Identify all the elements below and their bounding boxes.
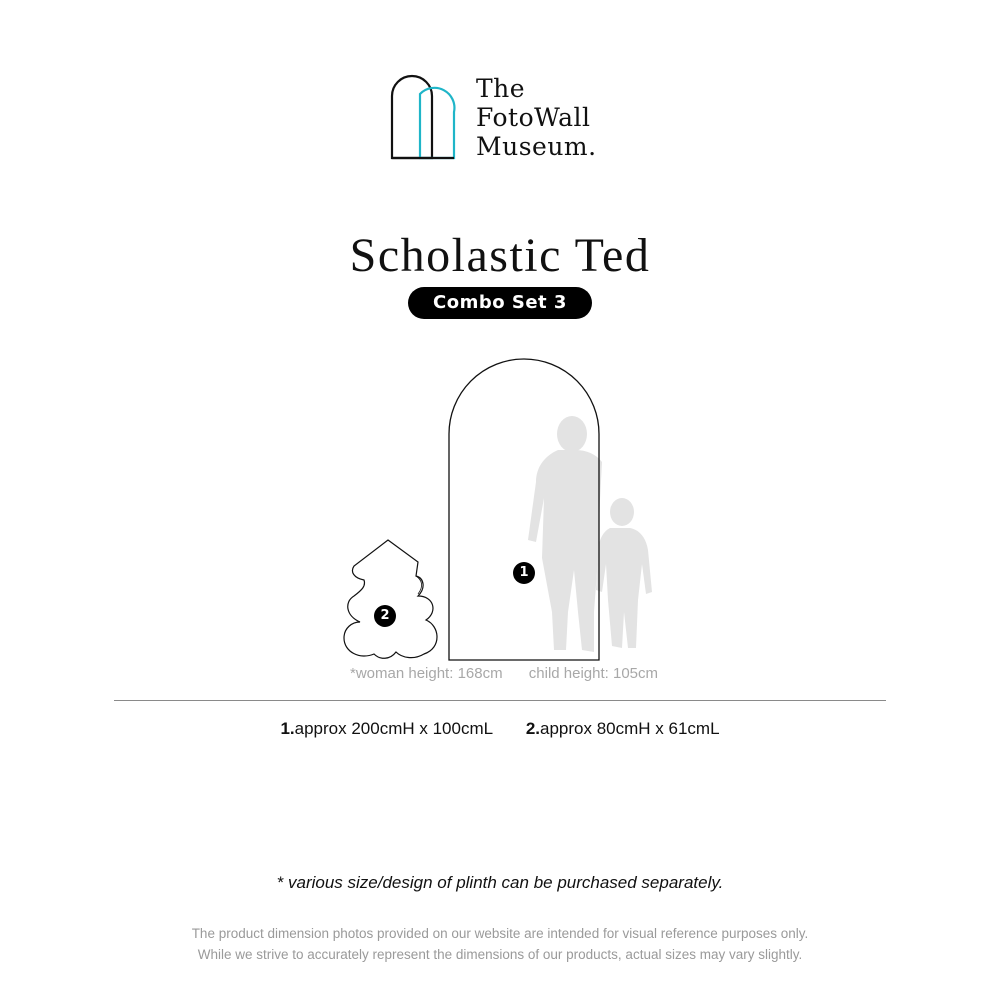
woman-height-note: *woman height: 168cm (350, 665, 503, 682)
plinth-note: * various size/design of plinth can be purchased separately. (276, 873, 724, 892)
dimension-item-1 (280, 719, 493, 739)
product-title: Scholastic Ted (349, 229, 651, 282)
height-notes (350, 665, 710, 682)
brand-logo (388, 72, 628, 164)
dimension-1-text: approx 200cmH x 100cmL (294, 719, 494, 738)
panel-1-marker: 1 (513, 562, 535, 584)
logo-wordmark (476, 74, 597, 161)
logo-line-3: Museum. (476, 132, 597, 161)
dimension-item-2 (526, 719, 720, 739)
teddy-bear-outline (344, 540, 437, 658)
section-divider (114, 700, 886, 701)
child-silhouette-icon (596, 498, 652, 648)
logo-line-2: FotoWall (476, 103, 591, 132)
disclaimer-line-1: The product dimension photos provided on our website are intended for visual reference purposes only. (191, 926, 809, 941)
size-illustration (330, 350, 670, 670)
logo-arch-mark-icon (388, 72, 468, 164)
woman-silhouette-icon (528, 416, 602, 652)
child-height-note: child height: 105cm (528, 665, 659, 682)
disclaimer (0, 923, 1000, 965)
dimension-list (0, 719, 1000, 739)
logo-line-1: The (476, 74, 526, 103)
disclaimer-line-2: While we strive to accurately represent the dimensions of our products, actual sizes may vary slightly. (197, 947, 803, 962)
dimension-1-number: 1. (280, 719, 295, 738)
dimension-2-number: 2. (525, 719, 540, 738)
dimension-2-text: approx 80cmH x 61cmL (540, 719, 720, 738)
combo-set-badge: Combo Set 3 (408, 287, 592, 319)
panel-2-marker: 2 (374, 605, 396, 627)
